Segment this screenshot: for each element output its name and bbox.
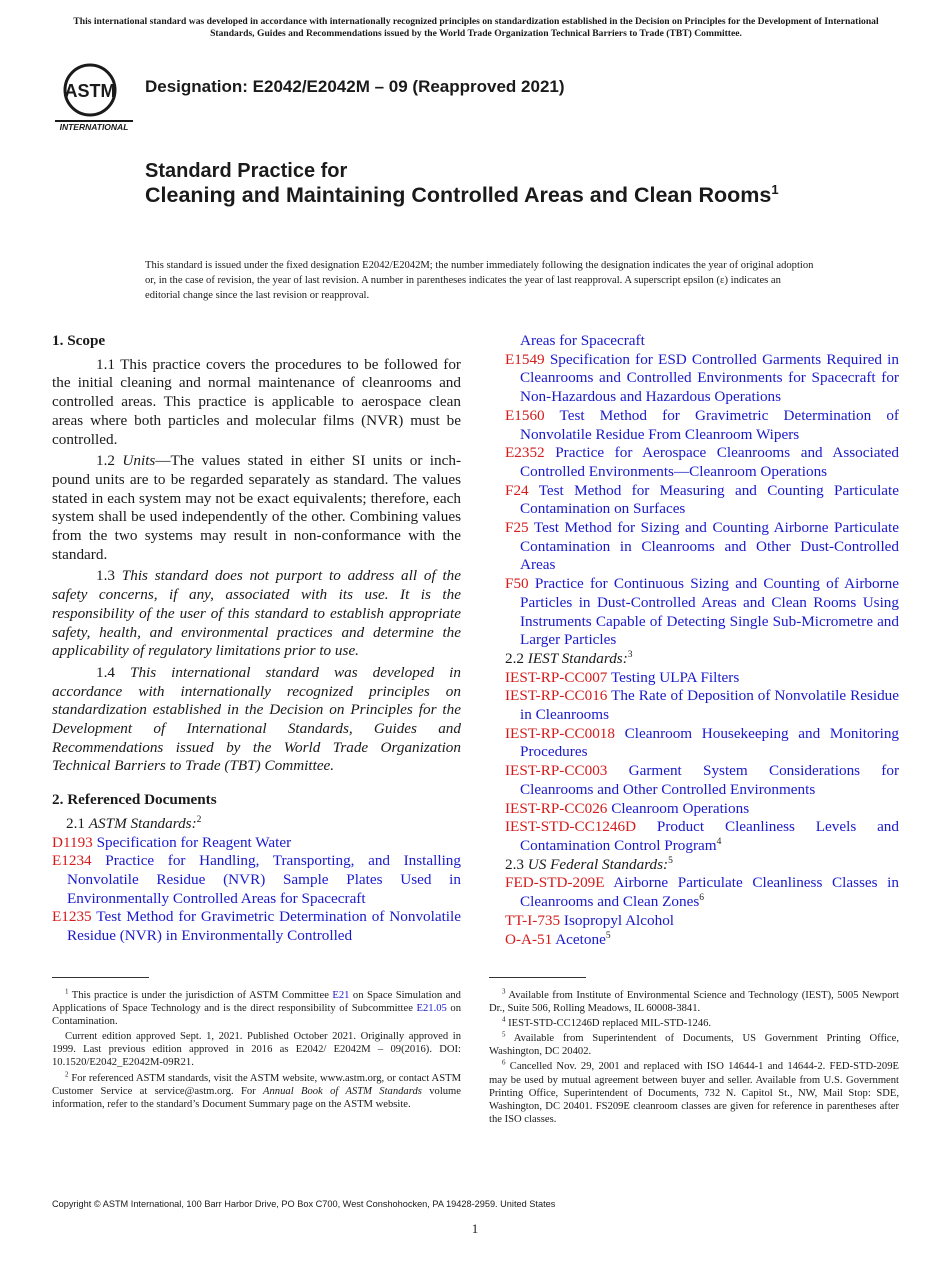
- reference-title-link[interactable]: Test Method for Gravimetric Determination of Nonvolatile Residue From Cleanroom Wipers: [520, 406, 899, 443]
- reference-title-link[interactable]: The Rate of Deposition of Nonvolatile Residue in Cleanrooms: [520, 687, 899, 724]
- reference-title-link[interactable]: Specification for ESD Controlled Garments Required in Cleanrooms and Controlled Environments for Spacecraft for Non-Hazardous and Hazardous Operations: [520, 350, 899, 406]
- reference-title-link[interactable]: Practice for Continuous Sizing and Counting of Airborne Particles in Dust-Controlled Areas and Clean Rooms Using Instruments Capable of Detecting Single Sub-Micrometre and Larger Particles: [520, 575, 900, 649]
- reference-code-link[interactable]: O-A-51: [505, 930, 553, 948]
- reference-title-link[interactable]: Isopropyl Alcohol: [563, 911, 675, 929]
- footnote-mark: 2: [65, 1070, 69, 1079]
- copyright-notice: Copyright © ASTM International, 100 Barr Harbor Drive, PO Box C700, West Conshohocken, PA 19428-2959. United States: [52, 1199, 556, 1209]
- reference-title-link[interactable]: Practice for Aerospace Cleanrooms and Associated Controlled Environments—Cleanroom Operations: [520, 444, 899, 480]
- logo-subtext: INTERNATIONAL: [59, 122, 129, 132]
- reference-entry: [505, 931, 899, 950]
- reference-entry: [505, 725, 899, 762]
- logo-text: ASTM: [64, 81, 116, 101]
- subhead-number: 2.1: [66, 814, 85, 832]
- subhead-label: ASTM Standards:: [88, 814, 197, 832]
- subcommittee-link[interactable]: E21.05: [416, 1003, 447, 1015]
- reference-title-link[interactable]: Cleanroom Housekeeping and Monitoring Procedures: [520, 724, 900, 761]
- reference-entry: [505, 519, 899, 575]
- paragraph-1-3: [52, 567, 461, 661]
- reference-title-link[interactable]: Test Method for Sizing and Counting Airborne Particulate Contamination in Cleanrooms and Other Dust-Controlled Areas: [520, 519, 899, 574]
- reference-entry: [505, 575, 899, 650]
- footnote-text: This practice is under the jurisdiction of ASTM Committee: [71, 990, 329, 1001]
- reference-code-link[interactable]: E2352: [505, 444, 545, 462]
- title-block: [145, 159, 785, 208]
- subhead-number: 2.2: [505, 649, 524, 667]
- footnote-mark: 5: [668, 855, 673, 866]
- reference-code-link[interactable]: IEST-RP-CC0018: [505, 724, 615, 742]
- reference-entry: [52, 834, 461, 853]
- footnote-mark: 6: [699, 893, 705, 904]
- reference-title-link[interactable]: Test Method for Gravimetric Determination of Nonvolatile Residue (NVR) in Environmentally Controlled: [67, 908, 461, 945]
- page-number: 1: [471, 1221, 479, 1236]
- footnote-text: For referenced ASTM standards, visit the ASTM website, www.astm.org, or contact ASTM Customer Service at service@astm.org. For: [52, 1072, 461, 1097]
- footnote-text: volume information, refer to the standard’s Document Summary page on the ASTM website.: [52, 1085, 461, 1110]
- astm-logo-graphic: [52, 56, 136, 136]
- reference-entry: [52, 908, 461, 945]
- reference-code-link[interactable]: FED-STD-209E: [505, 874, 605, 892]
- committee-link[interactable]: E21: [332, 990, 350, 1001]
- reference-entry: [505, 818, 899, 855]
- title-main: [145, 183, 785, 208]
- reference-title-link[interactable]: Product Cleanliness Levels and Contamination Control Program: [520, 818, 899, 854]
- footnote-mark: 3: [627, 649, 633, 660]
- reference-entry: [505, 687, 899, 724]
- subhead-label: US Federal Standards:: [527, 855, 669, 873]
- reference-code-link[interactable]: F24: [505, 481, 529, 499]
- footnote-text: on Space Simulation and Applications of Space Technology and is the direct responsibility of Subcommittee: [52, 990, 461, 1015]
- reference-code-link[interactable]: IEST-STD-CC1246D: [505, 818, 637, 836]
- reference-entry: [52, 852, 461, 908]
- subhead-number: 2.3: [505, 855, 524, 873]
- paragraph-number: 1.3: [96, 567, 115, 585]
- reference-entry: [505, 912, 899, 931]
- paragraph-number: 1.4: [96, 663, 115, 681]
- reference-code-link[interactable]: TT-I-735: [505, 911, 561, 929]
- footnotes-left: [52, 989, 461, 1113]
- paragraph-text: This standard does not purport to address all of the safety concerns, if any, associated with its use. It is the responsibility of the user of this standard to establish appropriate safety, health, and environmental practices and determine the applicability of regulatory limitations prior to use.: [52, 567, 462, 660]
- paragraph-text: —The values stated in either SI units or inch-pound units are to be regarded separately as standard. The values stated in each system may not be exact equivalents; therefore, each system shall be used independently of the other. Combining values from the two systems may result in non-conformance with the standard.: [52, 452, 461, 563]
- reference-title-link[interactable]: Airborne Particulate Cleanliness Classes in Cleanrooms and Clean Zones: [520, 874, 899, 911]
- designation: Designation: E2042/E2042M – 09 (Reapproved 2021): [145, 77, 565, 96]
- footnote-1-edition: Current edition approved Sept. 1, 2021. Published October 2021. Originally approved in 1999. Last previous edition approved in 2016 as E2042/ E2042M – 09(2016). DOI: 10.1520/E2042_E2042M-09R21.: [52, 1031, 461, 1069]
- reference-entry: [505, 407, 899, 444]
- reference-code-link[interactable]: IEST-RP-CC016: [505, 687, 608, 705]
- reference-title-link[interactable]: Testing ULPA Filters: [610, 668, 740, 686]
- reference-entry: [505, 351, 899, 407]
- reference-entry: [505, 874, 899, 911]
- footnote-mark: 5: [502, 1030, 506, 1039]
- reference-title-link[interactable]: Acetone: [555, 930, 606, 948]
- title-line1: Standard Practice for: [145, 160, 348, 182]
- footnote-4: [489, 1017, 899, 1030]
- footnote-mark: 3: [502, 987, 506, 996]
- top-notice: This international standard was developed in accordance with internationally recognized principles on standardization established in the Decision on Principles for the Development of International Standards, Guides and Recommendations issued by the World Trade Organization Technical Barriers to Trade (TBT) Committee.: [73, 16, 879, 39]
- scope-heading: 1. Scope: [52, 332, 106, 349]
- footnote-text: IEST-STD-CC1246D replaced MIL-STD-1246.: [508, 1018, 712, 1030]
- reference-code-link[interactable]: IEST-RP-CC003: [505, 762, 608, 780]
- reference-code-link[interactable]: E1560: [505, 406, 545, 424]
- footnote-3: [489, 989, 899, 1015]
- paragraph-1-1: 1.1 This practice covers the procedures to be followed for the initial cleaning and normal maintenance of cleanrooms and controlled areas. This practice is applicable to aerospace clean areas where both particles and molecular films (NVR) must be controlled.: [52, 355, 461, 448]
- footnote-mark: 5: [605, 930, 611, 941]
- right-column: [505, 332, 899, 949]
- reference-code-link[interactable]: F25: [505, 519, 529, 537]
- reference-code-link[interactable]: E1549: [505, 350, 545, 368]
- footnote-6: [489, 1060, 899, 1125]
- footnote-mark: 6: [502, 1058, 506, 1067]
- reference-entry: [505, 762, 899, 799]
- reference-entry-continued: [505, 332, 899, 351]
- paragraph-number: 1.2: [96, 452, 115, 470]
- reference-entry: [505, 669, 899, 688]
- astm-standards-subhead: [52, 815, 461, 834]
- footnote-italic: Annual Book of ASTM Standards: [263, 1085, 422, 1097]
- footnote-divider-right: [489, 977, 586, 978]
- reference-code-link[interactable]: IEST-RP-CC007: [505, 668, 608, 686]
- left-column: [52, 332, 461, 946]
- footnote-mark: 2: [196, 814, 202, 825]
- reference-entry: [505, 444, 899, 481]
- footnote-mark: 1: [65, 987, 69, 996]
- reference-code-link[interactable]: F50: [505, 575, 529, 593]
- title-main-text: Cleaning and Maintaining Controlled Areas and Clean Rooms: [145, 183, 772, 207]
- reference-code-link[interactable]: D1193: [52, 833, 93, 851]
- issued-note: This standard is issued under the fixed designation E2042/E2042M; the number immediately following the designation indicates the year of original adoption or, in the case of revision, the year of last revision. A number in parentheses indicates the year of last reapproval. A superscript epsilon (ε) indicates an editorial change since the last revision or reapproval.: [145, 260, 814, 301]
- reference-title-link[interactable]: Practice for Handling, Transporting, and Installing Nonvolatile Residue (NVR) Sample Plates Used in Environmentally Controlled Areas for Spacecraft: [67, 852, 461, 907]
- footnote-divider-left: [52, 977, 149, 978]
- units-label: Units: [122, 452, 156, 470]
- reference-entry: [505, 482, 899, 519]
- reference-title-link[interactable]: Garment System Considerations for Cleanrooms and Other Controlled Environments: [520, 762, 900, 798]
- iest-standards-subhead: [505, 650, 899, 669]
- footnote-text: Available from Institute of Environmental Science and Technology (IEST), 5005 Newport Dr., Suite 506, Rolling Meadows, IL 60008-3841.: [489, 990, 899, 1015]
- footnote-mark: 4: [716, 836, 722, 847]
- title-footnote-mark: 1: [771, 181, 779, 197]
- footnote-1: [52, 989, 461, 1028]
- reference-code-link[interactable]: IEST-RP-CC026: [505, 799, 608, 817]
- reference-title-link[interactable]: Specification for Reagent Water: [96, 833, 292, 851]
- paragraph-text: This international standard was developed in accordance with internationally recognized principles on standardization established in the Decision on Principles for the Development of International Standards, Guides and Recommendations issued by the World Trade Organization Technical Barriers to Trade (TBT) Committee.: [52, 663, 461, 775]
- federal-standards-subhead: [505, 856, 899, 875]
- footnotes-right: [489, 989, 899, 1128]
- paragraph-1-2: [52, 452, 461, 564]
- footnote-text: Available from Superintendent of Documents, US Government Printing Office, Washington, DC 20402.: [489, 1033, 899, 1058]
- paragraph-1-4: [52, 664, 461, 776]
- reference-code-link[interactable]: E1235: [52, 908, 92, 926]
- reference-entry: [505, 800, 899, 819]
- footnote-5: [489, 1032, 899, 1058]
- footnote-text: on Contamination.: [52, 1003, 461, 1028]
- astm-logo-icon: [52, 56, 136, 136]
- footnote-text: Cancelled Nov. 29, 2001 and replaced with ISO 14644-1 and 14644-2. FED-STD-209E may be used by mutual agreement between buyer and seller. Available from U.S. Government Printing Office, Superintendent of Documents, 732 N. Capitol St., NW, Mail Stop: SDE, Washington, DC 20401. FS209E cleanroom classes are given for reference in parentheses after the ISO classes.: [489, 1061, 900, 1125]
- referenced-documents-heading: 2. Referenced Documents: [52, 791, 217, 809]
- reference-title-link[interactable]: Areas for Spacecraft: [520, 332, 645, 349]
- subhead-label: IEST Standards:: [527, 649, 628, 667]
- footnote-mark: 4: [502, 1015, 506, 1024]
- reference-title-link[interactable]: Test Method for Measuring and Counting Particulate Contamination on Surfaces: [520, 481, 899, 518]
- footnote-2: [52, 1072, 461, 1111]
- reference-title-link[interactable]: Cleanroom Operations: [611, 799, 750, 817]
- reference-code-link[interactable]: E1234: [52, 852, 92, 870]
